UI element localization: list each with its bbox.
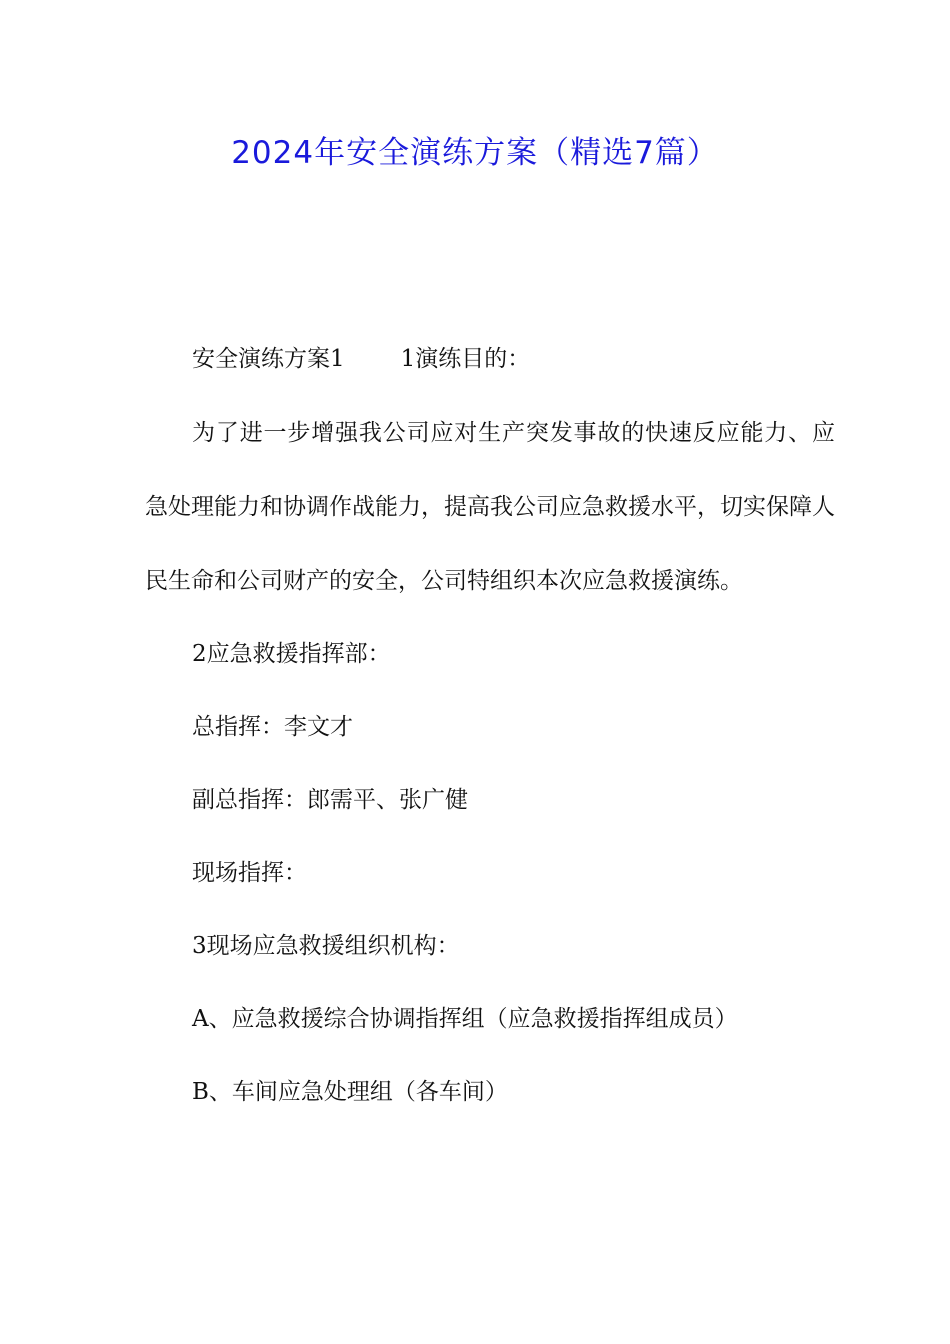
document-body xyxy=(145,341,835,1147)
paragraph-site-commander: 现场指挥： xyxy=(192,860,307,886)
document-title: 2024年安全演练方案（精选7篇） xyxy=(231,135,719,171)
paragraph-commander: 总指挥：李文才 xyxy=(192,714,353,740)
paragraph-group-b: B、车间应急处理组（各车间） xyxy=(192,1079,508,1105)
paragraph-group-a: A、应急救援综合协调指挥组（应急救援指挥组成员） xyxy=(192,1006,738,1032)
paragraph-plan-heading xyxy=(145,341,835,378)
paragraph-organization-heading: 3现场应急救援组织机构： xyxy=(192,933,460,959)
paragraph-command-heading: 2应急救援指挥部： xyxy=(192,641,391,667)
paragraph-deputy-commander: 副总指挥：郎需平、张广健 xyxy=(192,787,468,813)
plan-number-label: 安全演练方案1 xyxy=(192,346,345,372)
paragraph-purpose: 为了进一步增强我公司应对生产突发事故的快速反应能力、应急处理能力和协调作战能力，提高我公司应急救援水平，切实保障人民生命和公司财产的安全，公司特组织本次应急救援演练。 xyxy=(145,420,835,594)
purpose-heading: 1演练目的： xyxy=(400,346,531,372)
